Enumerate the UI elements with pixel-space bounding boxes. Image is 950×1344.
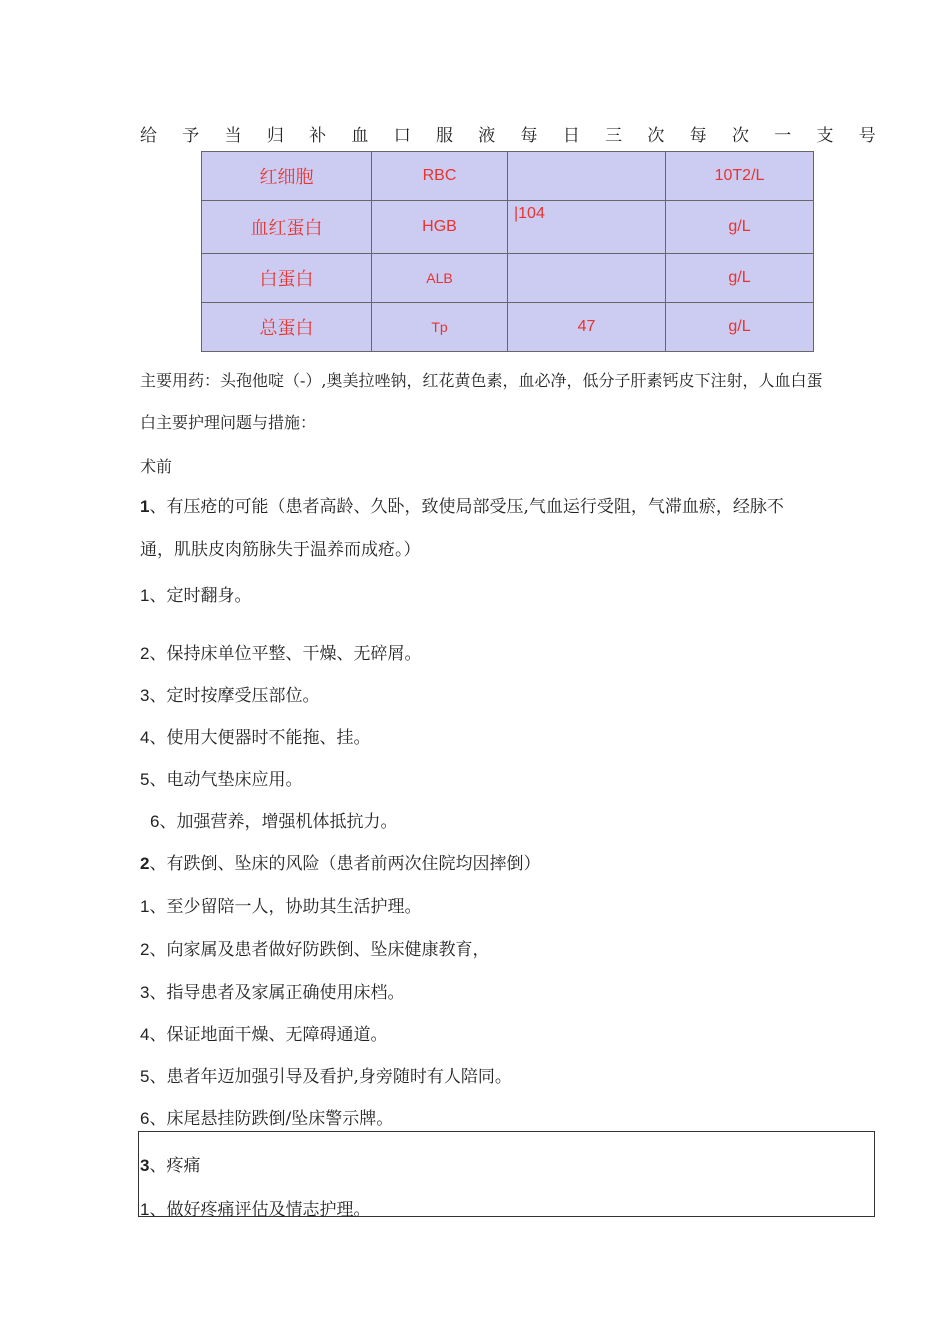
test-value-cell — [508, 152, 666, 201]
table-row — [202, 201, 814, 254]
test-unit-cell: g/L — [666, 254, 814, 303]
header-char: 当 — [224, 126, 242, 146]
drug-instruction-line — [140, 124, 876, 148]
section-label: 术前 — [140, 457, 173, 476]
test-unit-cell: 10T2/L — [666, 152, 814, 201]
item-text: 、使用大便器时不能拖、挂。 — [149, 728, 371, 748]
table-row — [202, 254, 814, 303]
header-char: 服 — [435, 126, 453, 146]
list-item — [140, 1195, 370, 1220]
header-char: 三 — [605, 126, 623, 146]
list-item — [140, 892, 421, 917]
list-item — [140, 723, 370, 748]
test-code-cell: ALB — [372, 254, 508, 303]
list-item — [140, 581, 251, 606]
test-code-cell: RBC — [372, 152, 508, 201]
header-char: 每 — [520, 126, 538, 146]
header-char: 一 — [774, 126, 792, 146]
test-name-cell: 总蛋白 — [202, 303, 372, 352]
list-item — [140, 639, 421, 664]
medication-line: 白主要护理问题与措施： — [140, 413, 317, 432]
problem-heading-cont: 通，肌肤皮肉筋脉失于温养而成疮。） — [140, 540, 421, 560]
table-row — [202, 152, 814, 201]
item-number: 6 — [150, 812, 160, 831]
list-item — [140, 1062, 512, 1087]
item-text: 、做好疼痛评估及情志护理。 — [149, 1200, 371, 1220]
item-text: 、指导患者及家属正确使用床档。 — [149, 983, 405, 1003]
medication-line: 主要用药：头孢他啶（-）,奥美拉唑钠，红花黄色素，血必净，低分子肝素钙皮下注射，人血白蛋 — [140, 371, 823, 390]
list-item — [140, 978, 404, 1003]
problem-heading — [140, 1151, 200, 1176]
header-char: 口 — [393, 126, 411, 146]
item-text: 、加强营养，增强机体抵抗力。 — [159, 812, 398, 832]
header-char: 液 — [478, 126, 496, 146]
item-number: 2 — [140, 940, 150, 959]
problem-number: 2 — [140, 854, 150, 873]
item-number: 3 — [140, 983, 150, 1002]
header-char: 给 — [140, 126, 157, 146]
problem-heading — [140, 849, 540, 874]
item-number: 4 — [140, 1025, 150, 1044]
item-text: 、至少留陪一人，协助其生活护理。 — [149, 897, 422, 917]
problem-text: 、疼痛 — [149, 1156, 201, 1176]
problem-number: 3 — [140, 1156, 150, 1175]
test-unit-cell: g/L — [666, 201, 814, 254]
item-number: 1 — [140, 1200, 150, 1219]
item-number: 1 — [140, 586, 150, 605]
test-name-cell: 白蛋白 — [202, 254, 372, 303]
item-text: 、患者年迈加强引导及看护,身旁随时有人陪同。 — [149, 1067, 512, 1087]
item-number: 4 — [140, 728, 150, 747]
test-code-cell: HGB — [372, 201, 508, 254]
item-text: 、定时按摩受压部位。 — [149, 686, 320, 706]
item-text: 、定时翻身。 — [149, 586, 252, 606]
item-number: 2 — [140, 644, 150, 663]
test-name-cell: 血红蛋白 — [202, 201, 372, 254]
test-value-cell — [508, 254, 666, 303]
header-char: 归 — [266, 126, 284, 146]
item-text: 、保证地面干燥、无障碍通道。 — [149, 1025, 388, 1045]
lab-results-table — [201, 151, 814, 352]
list-item — [140, 935, 489, 960]
list-item — [140, 681, 319, 706]
item-text: 、电动气垫床应用。 — [149, 770, 303, 790]
item-text: 、向家属及患者做好防跌倒、坠床健康教育， — [149, 940, 490, 960]
item-number: 6 — [140, 1109, 150, 1128]
header-char: 号 — [858, 126, 876, 146]
header-char: 补 — [309, 126, 327, 146]
item-number: 5 — [140, 770, 150, 789]
list-item — [150, 807, 397, 832]
test-name-cell: 红细胞 — [202, 152, 372, 201]
item-text: 、保持床单位平整、干燥、无碎屑。 — [149, 644, 422, 664]
test-value-cell: 47 — [508, 303, 666, 352]
test-unit-cell: g/L — [666, 303, 814, 352]
header-char: 次 — [647, 126, 665, 146]
item-number: 5 — [140, 1067, 150, 1086]
problem-number: 1 — [140, 497, 150, 516]
item-number: 1 — [140, 897, 150, 916]
list-item — [140, 765, 302, 790]
header-char: 日 — [562, 126, 580, 146]
problem-text: 、有跌倒、坠床的风险（患者前两次住院均因摔倒） — [149, 854, 541, 874]
list-item — [140, 1020, 387, 1045]
list-item — [140, 1104, 393, 1129]
problem-text: 、有压疮的可能（患者高龄、久卧，致使局部受压,气血运行受阻，气滞血瘀，经脉不 — [149, 497, 784, 517]
header-char: 每 — [689, 126, 707, 146]
table-row — [202, 303, 814, 352]
header-char: 支 — [816, 126, 834, 146]
item-text: 、床尾悬挂防跌倒/坠床警示牌。 — [149, 1109, 394, 1129]
header-char: 血 — [351, 126, 369, 146]
test-value-cell: |104 — [508, 201, 666, 254]
item-number: 3 — [140, 686, 150, 705]
header-char: 予 — [182, 126, 200, 146]
test-code-cell: Tp — [372, 303, 508, 352]
header-char: 次 — [731, 126, 749, 146]
problem-heading — [140, 492, 784, 517]
